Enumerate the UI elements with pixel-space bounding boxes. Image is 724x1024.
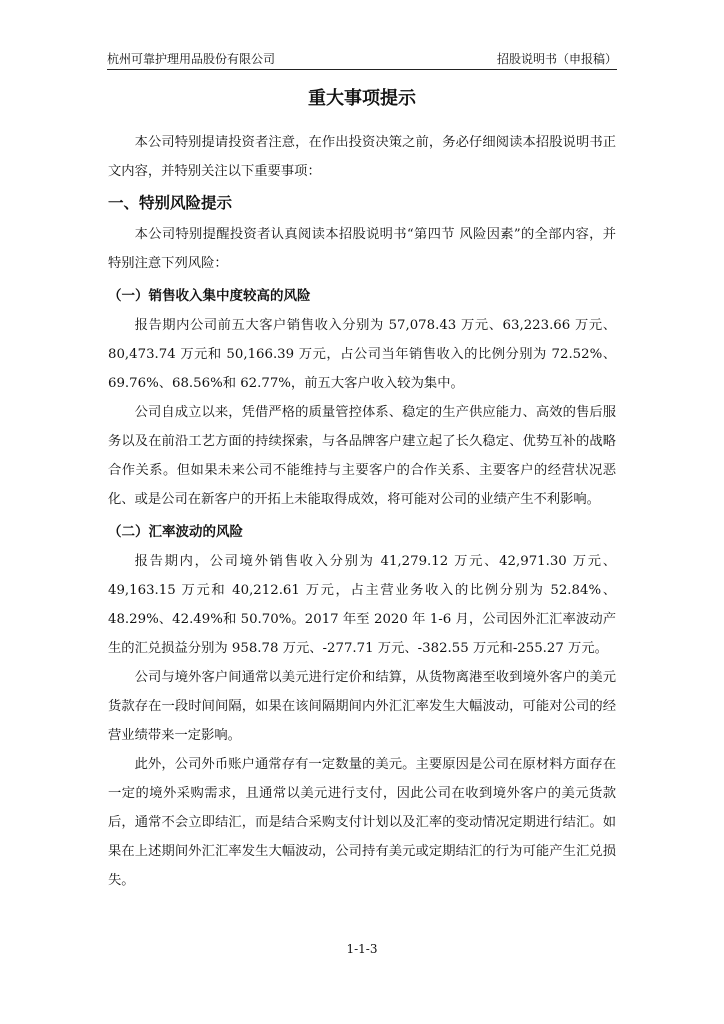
subsection-heading-revenue-concentration: （一）销售收入集中度较高的风险 — [108, 288, 311, 304]
page-title: 重大事项提示 — [308, 88, 416, 109]
header-divider — [107, 69, 617, 70]
page-header — [107, 50, 617, 70]
header-company-name: 杭州可靠护理用品股份有限公司 — [107, 52, 276, 66]
subsection-heading-exchange-rate: （二）汇率波动的风险 — [108, 524, 243, 540]
paragraph-usd-settlement: 公司与境外客户间通常以美元进行定价和结算，从货物离港至收到境外客户的美元货款存在一段时间间隔，如果在该间隔期间内外汇汇率发生大幅波动，可能对公司的经营业绩带来一定影响。 — [108, 670, 616, 743]
page-number: 1-1-3 — [346, 942, 378, 956]
paragraph-revenue-figures: 报告期内公司前五大客户销售收入分别为 57,078.43 万元、63,223.66 万元、80,473.74 万元和 50,166.39 万元，占公司当年销售收入的比例分别为 72.52%、69.76%、68.56%和 62.77%，前五大客户收入较为集中。 — [108, 318, 616, 391]
section-heading-special-risks: 一、特别风险提示 — [108, 194, 233, 212]
paragraph-overseas-revenue: 报告期内，公司境外销售收入分别为 41,279.12 万元、42,971.30 万元、49,163.15 万元和 40,212.61 万元，占主营业务收入的比例分别为 52.84%、48.29%、42.49%和 50.70%。2017 年至 2020 年 1-6 月，公司因外汇汇率波动产生的汇兑损益分别为 958.78 万元、-277.71 万元、-382.55 万元和-255.27 万元。 — [108, 554, 616, 656]
header-document-type: 招股说明书（申报稿） — [496, 52, 617, 66]
section-intro-paragraph: 本公司特别提醒投资者认真阅读本招股说明书“第四节 风险因素”的全部内容，并特别注意下列风险： — [108, 227, 616, 271]
intro-paragraph: 本公司特别提请投资者注意，在作出投资决策之前，务必仔细阅读本招股说明书正文内容，并特别关注以下重要事项： — [108, 135, 616, 179]
page-content — [108, 86, 616, 895]
paragraph-customer-relations: 公司自成立以来，凭借严格的质量管控体系、稳定的生产供应能力、高效的售后服务以及在前沿工艺方面的持续探索，与各品牌客户建立起了长久稳定、优势互补的战略合作关系。但如果未来公司不能维持与主要客户的合作关系、主要客户的经营状况恶化、或是公司在新客户的开拓上未能取得成效，将可能对公司的业绩产生不利影响。 — [108, 405, 616, 507]
paragraph-usd-holdings: 此外，公司外币账户通常存有一定数量的美元。主要原因是公司在原材料方面存在一定的境外采购需求，且通常以美元进行支付，因此公司在收到境外客户的美元货款后，通常不会立即结汇，而是结合采购支付计划以及汇率的变动情况定期进行结汇。如果在上述期间外汇汇率发生大幅波动，公司持有美元或定期结汇的行为可能产生汇兑损失。 — [108, 757, 616, 888]
